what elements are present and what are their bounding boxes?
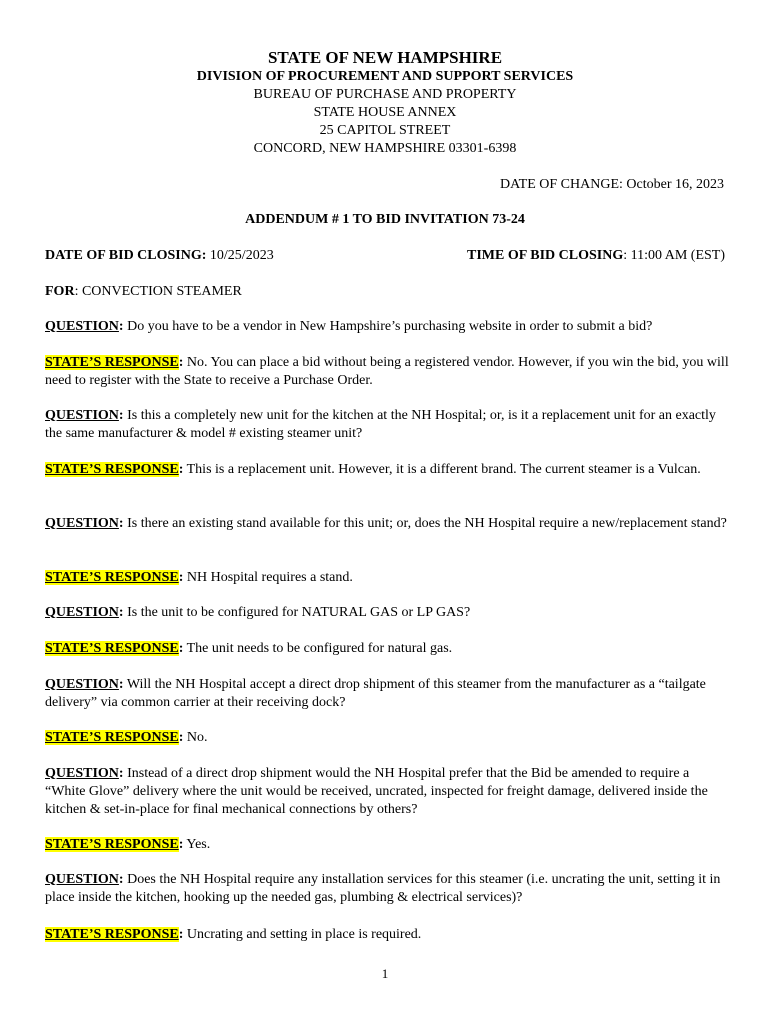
bid-closing-time-label: TIME OF BID CLOSING	[467, 248, 624, 263]
question-text: Is the unit to be configured for NATURAL GAS or LP GAS?	[123, 605, 471, 620]
qa-question-5	[45, 676, 730, 712]
qa-question-6	[45, 765, 730, 819]
header-building: STATE HOUSE ANNEX	[313, 105, 457, 120]
for-value: : CONVECTION STEAMER	[74, 284, 242, 299]
for-line	[45, 283, 242, 300]
response-text: Yes.	[183, 837, 211, 852]
question-label: QUESTION	[45, 408, 119, 423]
question-label: QUESTION	[45, 319, 119, 334]
response-text: No. You can place a bid without being a registered vendor. However, if you win the bid, you will need to register with the State to receive a Purchase Order.	[45, 355, 729, 388]
page-number: 1	[381, 966, 389, 981]
bid-closing-date-value: 10/25/2023	[206, 248, 274, 263]
label-colon: :	[118, 872, 124, 887]
bid-closing-time	[467, 247, 725, 264]
response-text: This is a replacement unit. However, it is a different brand. The current steamer is a Vulcan.	[183, 462, 701, 477]
label-colon: :	[118, 677, 124, 692]
label-colon: :	[118, 319, 124, 334]
qa-question-2	[45, 407, 730, 443]
label-colon: :	[178, 570, 184, 585]
label-colon: :	[118, 605, 124, 620]
label-colon: :	[178, 927, 184, 942]
question-label: QUESTION	[45, 872, 119, 887]
response-label: STATE’S RESPONSE	[45, 641, 179, 656]
label-colon: :	[178, 462, 184, 477]
response-label: STATE’S RESPONSE	[45, 570, 179, 585]
bid-closing-date-label: DATE OF BID CLOSING:	[45, 248, 207, 263]
header-division: DIVISION OF PROCUREMENT AND SUPPORT SERVICES	[196, 69, 574, 84]
qa-response-2	[45, 461, 730, 479]
addendum-title: ADDENDUM # 1 TO BID INVITATION 73-24	[245, 212, 525, 227]
question-label: QUESTION	[45, 677, 119, 692]
response-text: The unit needs to be configured for natural gas.	[183, 641, 453, 656]
qa-question-7	[45, 871, 730, 907]
date-of-change: DATE OF CHANGE: October 16, 2023	[500, 177, 724, 192]
question-text: Is there an existing stand available for this unit; or, does the NH Hospital require a new/replacement stand?	[123, 516, 727, 531]
question-label: QUESTION	[45, 516, 119, 531]
bid-closing-time-value: : 11:00 AM (EST)	[623, 248, 725, 263]
question-label: QUESTION	[45, 766, 119, 781]
qa-question-4	[45, 604, 730, 622]
response-text: No.	[183, 730, 208, 745]
question-text: Instead of a direct drop shipment would the NH Hospital prefer that the Bid be amended to require a “White Glove” delivery where the unit would be received, uncrated, inspected for freight damage, delivered inside the kitchen & set-in-place for final mechanical connections by others?	[45, 766, 708, 817]
label-colon: :	[118, 408, 124, 423]
header-state: STATE OF NEW HAMPSHIRE	[267, 48, 503, 67]
response-label: STATE’S RESPONSE	[45, 927, 179, 942]
qa-question-3	[45, 515, 730, 533]
response-text: NH Hospital requires a stand.	[183, 570, 353, 585]
qa-response-7	[45, 926, 730, 944]
label-colon: :	[118, 516, 124, 531]
qa-response-3	[45, 569, 730, 587]
question-text: Do you have to be a vendor in New Hampshire’s purchasing website in order to submit a bid?	[123, 319, 653, 334]
label-colon: :	[178, 730, 184, 745]
response-label: STATE’S RESPONSE	[45, 462, 179, 477]
header-city: CONCORD, NEW HAMPSHIRE 03301-6398	[253, 141, 517, 156]
qa-response-5	[45, 729, 730, 747]
question-label: QUESTION	[45, 605, 119, 620]
qa-response-4	[45, 640, 730, 658]
response-text: Uncrating and setting in place is required.	[183, 927, 422, 942]
for-label: FOR	[45, 284, 75, 299]
qa-response-6	[45, 836, 730, 854]
label-colon: :	[118, 766, 124, 781]
label-colon: :	[178, 837, 184, 852]
response-label: STATE’S RESPONSE	[45, 355, 179, 370]
bid-closing-date	[45, 247, 274, 264]
question-text: Does the NH Hospital require any installation services for this steamer (i.e. uncrating the unit, setting it in place inside the kitchen, hooking up the needed gas, plumbing & electrical services)?	[45, 872, 721, 905]
header-street: 25 CAPITOL STREET	[319, 123, 451, 138]
label-colon: :	[178, 355, 184, 370]
header-bureau: BUREAU OF PURCHASE AND PROPERTY	[253, 87, 517, 102]
question-text: Is this a completely new unit for the kitchen at the NH Hospital; or, is it a replacement unit for an exactly the same manufacturer & model # existing steamer unit?	[45, 408, 716, 441]
response-label: STATE’S RESPONSE	[45, 730, 179, 745]
label-colon: :	[178, 641, 184, 656]
qa-response-1	[45, 354, 730, 390]
response-label: STATE’S RESPONSE	[45, 837, 179, 852]
question-text: Will the NH Hospital accept a direct drop shipment of this steamer from the manufacturer as a “tailgate delivery” via common carrier at their receiving dock?	[45, 677, 706, 710]
qa-question-1	[45, 318, 730, 336]
